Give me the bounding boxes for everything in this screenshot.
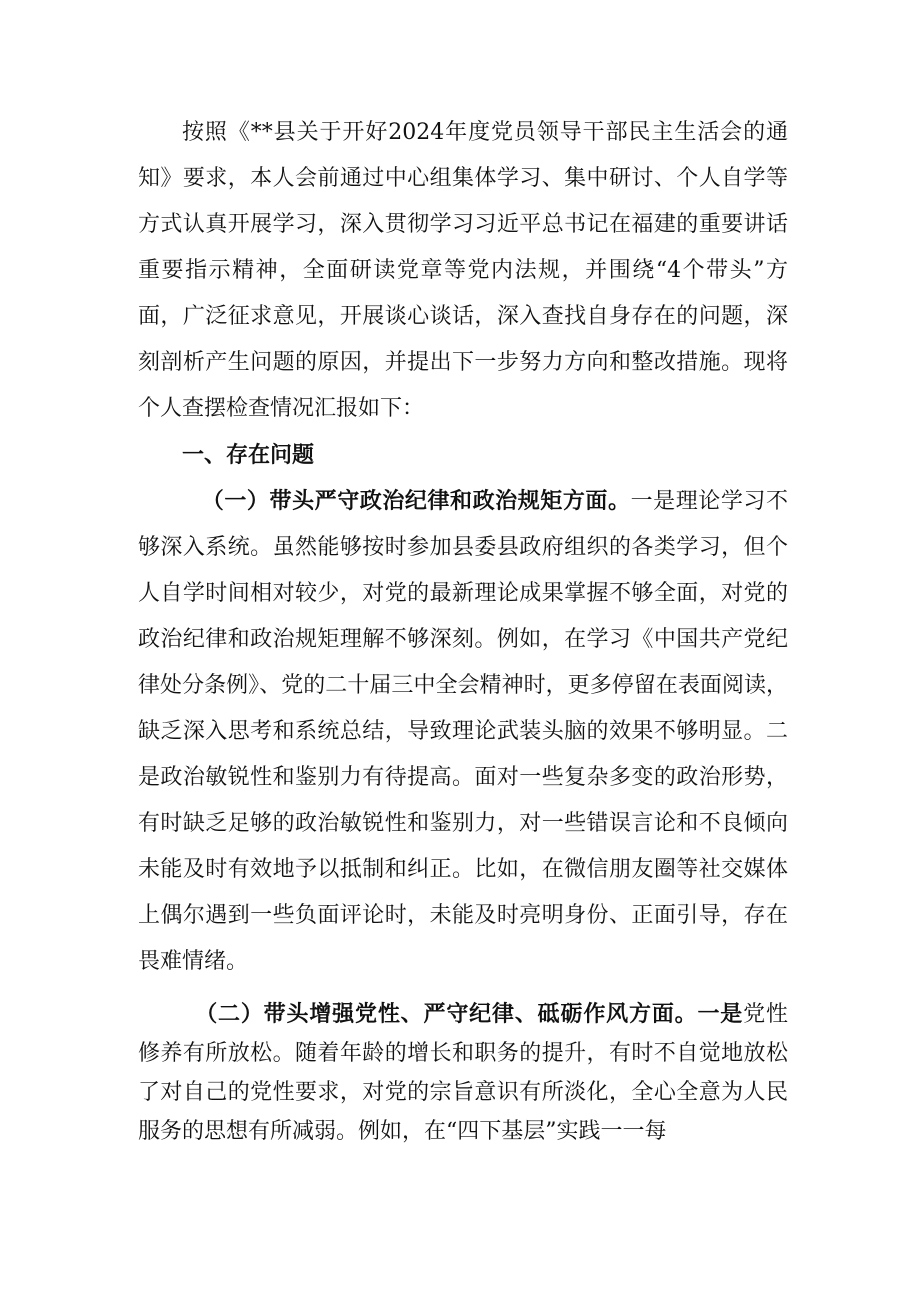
document-body (138, 110, 788, 1151)
intro-paragraph: 按照《**县关于开好2024年度党员领导干部民主生活会的通知》要求，本人会前通过中心组集体学习、集中研讨、个人自学等方式认真开展学习，深入贯彻学习习近平总书记在福建的重要讲话重要指示精神，全面研读党章等党内法规，并围绕“4个带头”方面，广泛征求意见，开展谈心谈话，深入查找自身存在的问题，深刻剖析产生问题的原因，并提出下一步努力方向和整改措施。现将个人查摆检查情况汇报如下： (138, 120, 788, 421)
section-heading: 一、存在问题 (182, 442, 315, 468)
section2-body: 党性修养有所放松。随着年龄的增长和职务的提升，有时不自觉地放松了对自己的党性要求，对党的宗旨意识有所淡化，全心全意为人民服务的思想有所减弱。例如，在“四下基层”实践一一每 (138, 1002, 788, 1144)
section1-body: 一是理论学习不够深入系统。虽然能够按时参加县委县政府组织的各类学习，但个人自学时间相对较少，对党的最新理论成果掌握不够全面，对党的政治纪律和政治规矩理解不够深刻。例如，在学习《中国共产党纪律处分条例》、党的二十届三中全会精神时，更多停留在表面阅读，缺乏深入思考和系统总结，导致理论武装头脑的效果不够明显。二是政治敏锐性和鉴别力有待提高。面对一些复杂多变的政治形势，有时缺乏足够的政治敏锐性和鉴别力，对一些错误言论和不良倾向未能及时有效地予以抵制和纠正。比如，在微信朋友圈等社交媒体上偶尔遇到一些负面评论时，未能及时亮明身份、正面引导，存在畏难情绪。 (138, 489, 788, 974)
section2-paragraph (138, 995, 788, 1151)
section1-title: （一）带头严守政治纪律和政治规矩方面。 (201, 488, 631, 514)
section2-title: （二）带头增强党性、严守纪律、砥砺作风方面。一是 (195, 1001, 744, 1027)
section1-paragraph (138, 478, 788, 985)
